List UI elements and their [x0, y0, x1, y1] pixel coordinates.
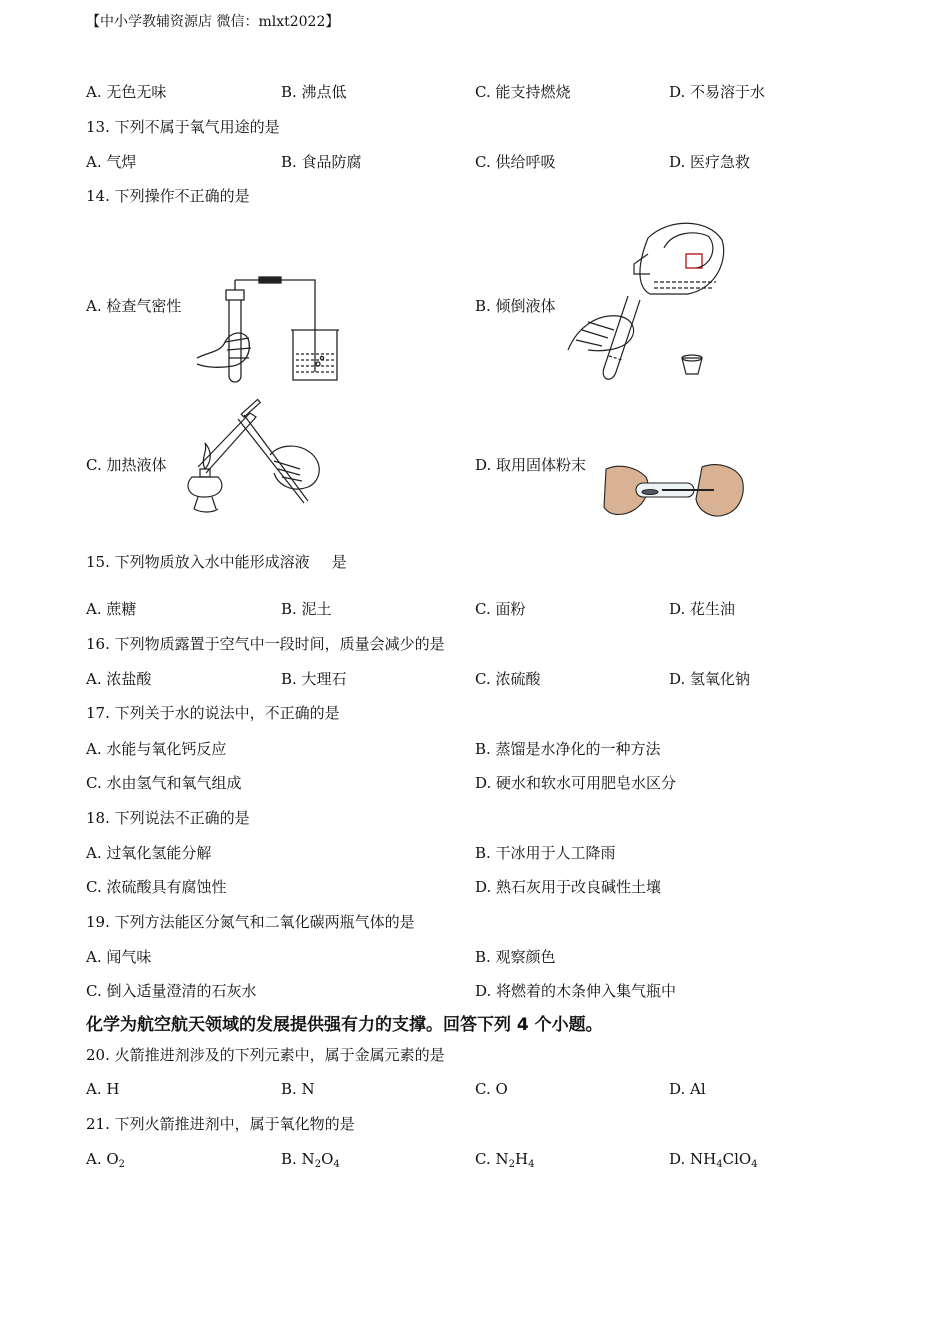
q15-stem-main: 15. 下列物质放入水中能形成溶液 [86, 553, 310, 571]
q21-c-text: C. N [475, 1150, 509, 1168]
q18-stem: 18. 下列说法不正确的是 [86, 809, 250, 827]
q12-option-c: C. 能支持燃烧 [475, 83, 571, 101]
taking-powder-figure [602, 463, 744, 521]
q16-option-c: C. 浓硫酸 [475, 670, 541, 688]
q16-option-b: B. 大理石 [281, 670, 347, 688]
q19-option-b: B. 观察颜色 [475, 948, 556, 966]
q20-stem: 20. 火箭推进剂涉及的下列元素中，属于金属元素的是 [86, 1046, 445, 1064]
q21-stem: 21. 下列火箭推进剂中，属于氧化物的是 [86, 1115, 355, 1133]
q16-option-a: A. 浓盐酸 [86, 670, 152, 688]
q21-option-a [86, 1149, 125, 1169]
q12-option-b: B. 沸点低 [281, 83, 347, 101]
q13-option-b: B. 食品防腐 [281, 153, 362, 171]
q14-option-d: D. 取用固体粉末 [475, 456, 587, 474]
q21-option-b [281, 1149, 340, 1169]
q21-b-sub2: 4 [333, 1159, 340, 1170]
q17-option-d: D. 硬水和软水可用肥皂水区分 [475, 774, 677, 792]
q12-option-a: A. 无色无味 [86, 83, 167, 101]
q13-option-a: A. 气焊 [86, 153, 137, 171]
q14-stem: 14. 下列操作不正确的是 [86, 187, 250, 205]
q18-option-a: A. 过氧化氢能分解 [86, 844, 212, 862]
q21-d-sub2: 4 [751, 1159, 758, 1170]
q16-stem: 16. 下列物质露置于空气中一段时间，质量会减少的是 [86, 635, 445, 653]
q17-stem: 17. 下列关于水的说法中，不正确的是 [86, 704, 340, 722]
q14-option-a: A. 检查气密性 [86, 297, 182, 315]
q15-option-c: C. 面粉 [475, 600, 526, 618]
q14-option-b: B. 倾倒液体 [475, 297, 556, 315]
q18-option-c: C. 浓硫酸具有腐蚀性 [86, 878, 227, 896]
q18-option-b: B. 干冰用于人工降雨 [475, 844, 616, 862]
q15-stem [86, 552, 347, 572]
q15-option-b: B. 泥土 [281, 600, 332, 618]
q21-option-d [669, 1149, 758, 1169]
q17-option-b: B. 蒸馏是水净化的一种方法 [475, 740, 661, 758]
page-header: 【中小学教辅资源店 微信：mlxt2022】 [86, 14, 340, 30]
q20-option-a: A. H [86, 1080, 120, 1098]
q21-d-sub1: 4 [716, 1159, 723, 1170]
q13-option-d: D. 医疗急救 [669, 153, 751, 171]
q21-b-mid: O [321, 1150, 334, 1168]
q21-a-text: A. O [86, 1150, 119, 1168]
q12-option-d: D. 不易溶于水 [669, 83, 766, 101]
q13-stem: 13. 下列不属于氧气用途的是 [86, 118, 280, 136]
q21-c-sub1: 2 [508, 1159, 515, 1170]
q17-option-c: C. 水由氢气和氧气组成 [86, 774, 242, 792]
q16-option-d: D. 氢氧化钠 [669, 670, 751, 688]
q21-d-text: D. NH [669, 1150, 717, 1168]
q21-c-mid: H [514, 1150, 529, 1168]
q17-option-a: A. 水能与氧化钙反应 [86, 740, 227, 758]
q13-option-c: C. 供给呼吸 [475, 153, 556, 171]
q20-option-c: C. O [475, 1080, 508, 1098]
q21-b-sub1: 2 [314, 1159, 322, 1170]
pouring-liquid-figure [568, 218, 728, 383]
airtightness-check-figure [195, 272, 345, 384]
q20-option-d: D. Al [669, 1080, 706, 1098]
heating-liquid-figure [178, 405, 328, 515]
section-heading: 化学为航空航天领域的发展提供强有力的支撑。回答下列 4 个小题。 [86, 1015, 603, 1035]
q20-option-b: B. N [281, 1080, 315, 1098]
q21-a-sub: 2 [118, 1159, 126, 1170]
q21-d-mid: ClO [722, 1150, 752, 1168]
q18-option-d: D. 熟石灰用于改良碱性土壤 [475, 878, 662, 896]
q14-option-c: C. 加热液体 [86, 456, 167, 474]
q19-option-d: D. 将燃着的木条伸入集气瓶中 [475, 982, 677, 1000]
q15-stem-end: 是 [331, 553, 347, 571]
q21-option-c [475, 1149, 534, 1169]
q15-option-a: A. 蔗糖 [86, 600, 137, 618]
q19-stem: 19. 下列方法能区分氮气和二氧化碳两瓶气体的是 [86, 913, 415, 931]
q21-b-text: B. N [281, 1150, 315, 1168]
q19-option-c: C. 倒入适量澄清的石灰水 [86, 982, 257, 1000]
q21-c-sub2: 4 [528, 1159, 535, 1170]
q15-option-d: D. 花生油 [669, 600, 736, 618]
q19-option-a: A. 闻气味 [86, 948, 152, 966]
